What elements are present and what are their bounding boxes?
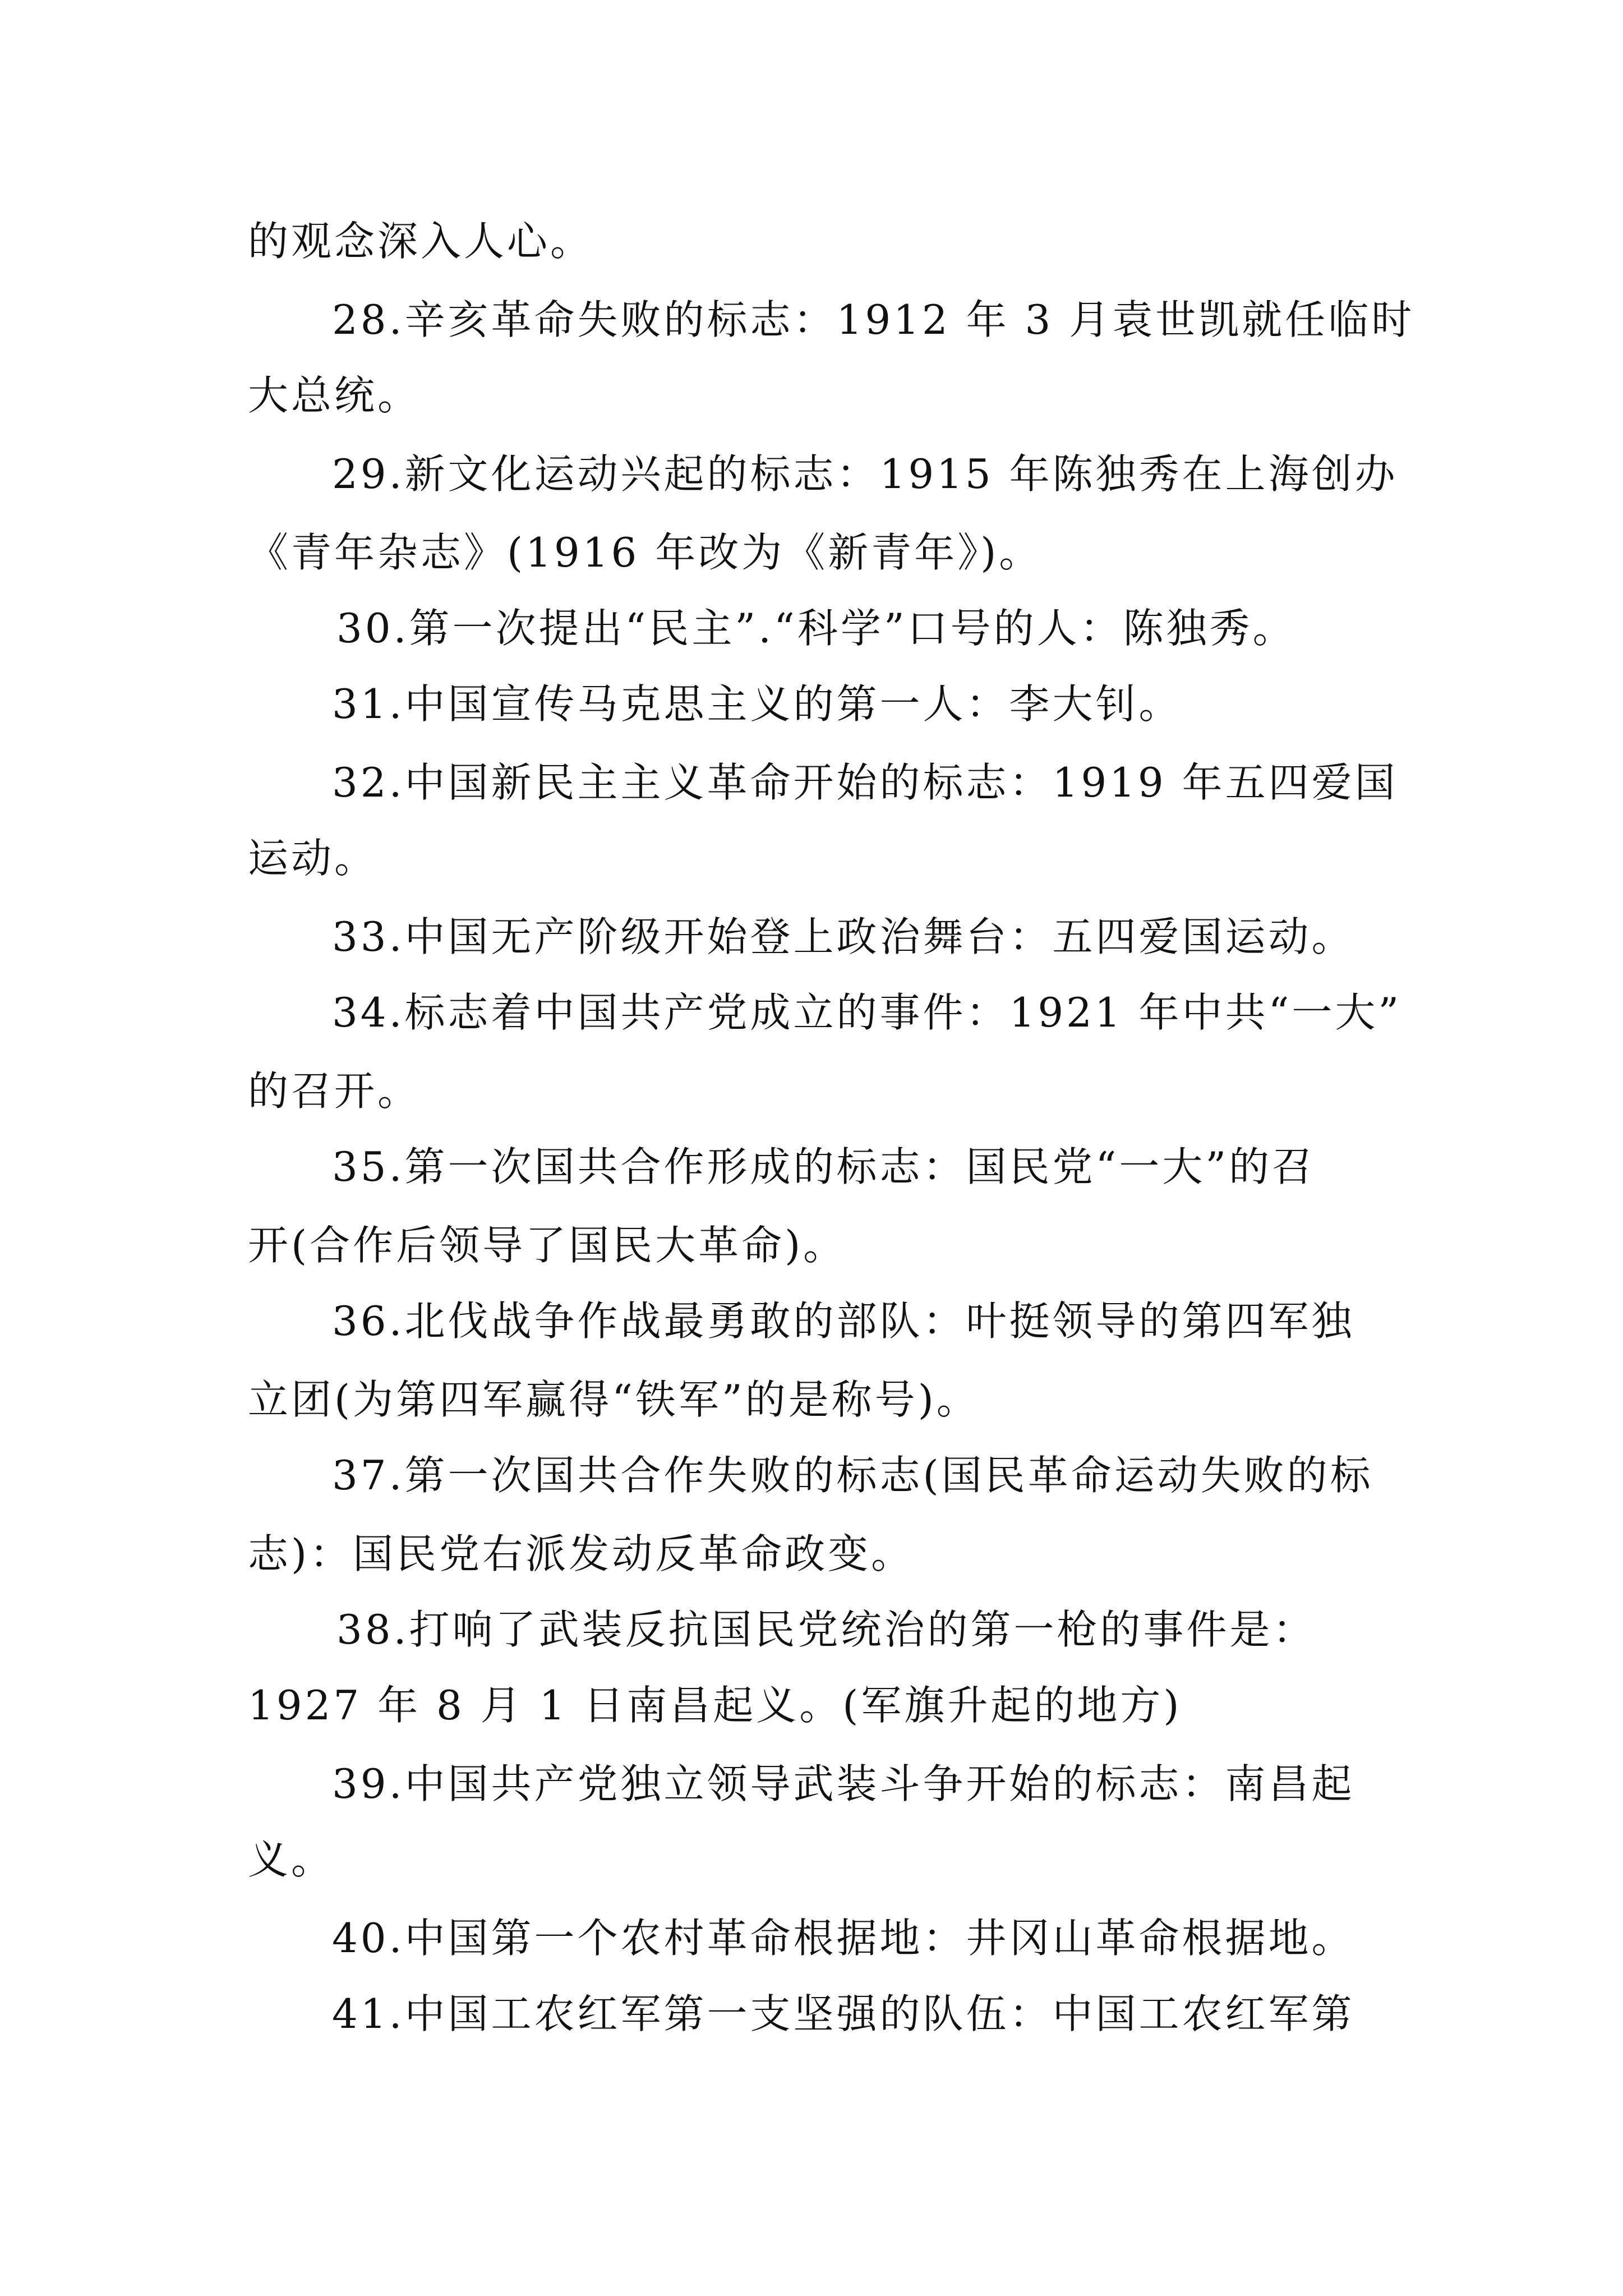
text-line: 29.新文化运动兴起的标志：1915 年陈独秀在上海创办 [332,450,1398,498]
text-line: 《青年杂志》(1916 年改为《新青年》)。 [248,529,1043,576]
text-line: 1927 年 8 月 1 日南昌起义。(军旗升起的地方) [248,1682,1182,1729]
text-line: 运动。 [248,835,378,882]
text-line: 立团(为第四军赢得“铁军”的是称号)。 [248,1376,980,1423]
text-line: 31.中国宣传马克思主义的第一人：李大钊。 [332,680,1182,728]
text-line: 开(合作后领导了国民大革命)。 [248,1222,847,1269]
text-line: 35.第一次国共合作形成的标志：国民党“一大”的召 [332,1143,1316,1190]
text-line: 41.中国工农红军第一支坚强的队伍：中国工农红军第 [332,1990,1355,2037]
text-line: 28.辛亥革命失败的标志：1912 年 3 月袁世凯就任临时 [332,296,1415,343]
text-line: 38.打响了武装反抗国民党统治的第一枪的事件是： [336,1606,1316,1653]
text-line: 志)：国民党右派发动反革命政变。 [248,1530,915,1577]
text-line: 34.标志着中国共产党成立的事件：1921 年中共“一大” [332,989,1402,1036]
text-line: 的观念深入人心。 [248,218,594,265]
text-line: 37.第一次国共合作失败的标志(国民革命运动失败的标 [332,1452,1373,1499]
text-line: 大总统。 [248,372,421,419]
text-line: 30.第一次提出“民主”.“科学”口号的人：陈独秀。 [336,605,1296,652]
text-line: 39.中国共产党独立领导武装斗争开始的标志：南昌起 [332,1760,1355,1807]
text-line: 32.中国新民主主义革命开始的标志：1919 年五四爱国 [332,759,1398,806]
text-line: 36.北伐战争作战最勇敢的部队：叶挺领导的第四军独 [332,1297,1355,1345]
text-line: 义。 [248,1836,335,1883]
text-line: 40.中国第一个农村革命根据地：井冈山革命根据地。 [332,1915,1355,1962]
text-line: 33.中国无产阶级开始登上政治舞台：五四爱国运动。 [332,913,1355,960]
text-line: 的召开。 [248,1068,421,1115]
